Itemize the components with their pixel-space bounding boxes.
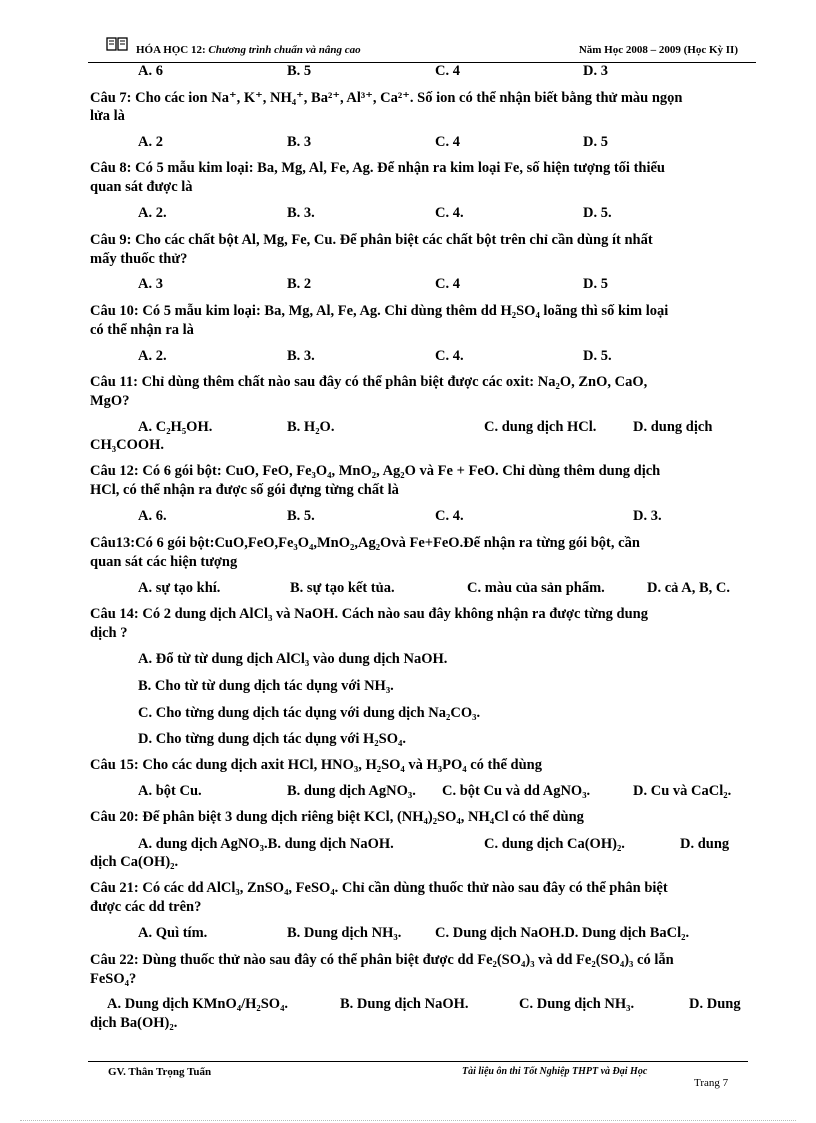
question-14-text: Câu 14: Có 2 dung dịch AlCl₃ và NaOH. Cách nào sau đây không nhận ra được từng dung (90, 606, 648, 622)
option: A. 6. (138, 508, 167, 524)
header-school-year: Năm Học 2008 – 2009 (Học Kỳ II) (578, 44, 738, 56)
option: C. Cho từng dung dịch tác dụng với dung dịch Na₂CO₃. (138, 705, 481, 721)
option: D. dung dịch (633, 419, 713, 435)
option: C. Dung dịch NH₃. (519, 996, 635, 1012)
option: C. 4. (435, 205, 464, 221)
question-15-text: Câu 15: Cho các dung dịch axit HCl, HNO₃, H₂SO₄ và H₃PO₄ có thể dùng (90, 757, 542, 773)
option: D. 3 (583, 63, 608, 79)
footer-doc-title: Tài liệu ôn thi Tốt Nghiệp THPT và Đại Học (462, 1066, 648, 1077)
option: C. 4. (435, 508, 464, 524)
option-continuation: dịch Ca(OH)₂. (90, 854, 179, 870)
question-11-text-cont: MgO? (90, 393, 130, 409)
option: C. 4 (435, 276, 460, 292)
option: C. dung dịch Ca(OH)₂. (484, 836, 625, 852)
question-10-text: Câu 10: Có 5 mẫu kim loại: Ba, Mg, Al, Fe, Ag. Chỉ dùng thêm dd H₂SO₄ loãng thì số kim loại (90, 303, 669, 319)
question-7-text: Câu 7: Cho các ion Na⁺, K⁺, NH₄⁺, Ba²⁺, Al³⁺, Ca²⁺. Số ion có thể nhận biết bằng thử màu ngọn (90, 90, 683, 106)
option: A. C₂H₅OH. (138, 419, 213, 435)
option: A. 2 (138, 134, 163, 150)
question-10-text-cont: có thể nhận ra là (90, 322, 194, 338)
option: D. Cu và CaCl₂. (633, 783, 732, 799)
option: B. sự tạo kết tủa. (290, 580, 395, 596)
option: A. 3 (138, 276, 163, 292)
option: B. H₂O. (287, 419, 335, 435)
option: D. dung (680, 836, 730, 852)
question-21-text: Câu 21: Có các dd AlCl₃, ZnSO₄, FeSO₄. Chỉ cần dùng thuốc thử nào sau đây có thể phân biệt (90, 880, 668, 896)
footer-author: GV. Thân Trọng Tuấn (108, 1066, 212, 1078)
question-13-text-cont: quan sát các hiện tượng (90, 554, 238, 570)
question-13-text: Câu13:Có 6 gói bột:CuO,FeO,Fe₃O₄,MnO₂,Ag₂Ovà Fe+FeO.Để nhận ra từng gói bột, cần (90, 535, 640, 551)
option: D. 5. (583, 205, 612, 221)
question-22-text: Câu 22: Dùng thuốc thử nào sau đây có thể phân biệt được dd Fe₂(SO₄)₃ và dd Fe₂(SO₄)₃ có lẫn (90, 952, 674, 968)
option: C. màu của sản phẩm. (467, 580, 605, 596)
question-9-text-cont: mấy thuốc thử? (90, 251, 188, 267)
option: B. Dung dịch NaOH. (340, 996, 469, 1012)
question-21-text-cont: được các dd trên? (90, 899, 202, 915)
header-subject: HÓA HỌC 12: Chương trình chuẩn và nâng cao (136, 44, 361, 56)
footer-rule (88, 1061, 748, 1062)
book-icon (106, 36, 128, 52)
option-continuation: CH₃COOH. (90, 437, 165, 453)
option: D. 5. (583, 348, 612, 364)
page-header (88, 44, 756, 63)
option: B. 2 (287, 276, 312, 292)
option: C. 4. (435, 348, 464, 364)
option: D. 5 (583, 134, 608, 150)
option: A. 2. (138, 205, 167, 221)
option: D. 5 (583, 276, 608, 292)
question-8-text-cont: quan sát được là (90, 179, 193, 195)
option: B. Dung dịch NH₃. (287, 925, 402, 941)
option: B. 5. (287, 508, 315, 524)
question-8-text: Câu 8: Có 5 mẫu kim loại: Ba, Mg, Al, Fe, Ag. Để nhận ra kim loại Fe, số hiện tượng tối thiểu (90, 160, 666, 176)
option: C. dung dịch HCl. (484, 419, 597, 435)
option: A. Đổ từ từ dung dịch AlCl₃ vào dung dịch NaOH. (138, 651, 448, 667)
option: B. 5 (287, 63, 312, 79)
question-9-text: Câu 9: Cho các chất bột Al, Mg, Fe, Cu. Để phân biệt các chất bột trên chỉ cần dùng ít nhất (90, 232, 653, 248)
option: C. Dung dịch NaOH.D. Dung dịch BaCl₂. (435, 925, 690, 941)
option: A. dung dịch AgNO₃.B. dung dịch NaOH. (138, 836, 394, 852)
page-bottom-border (20, 1120, 796, 1121)
option: A. 2. (138, 348, 167, 364)
question-7-text-cont: lửa là (90, 108, 125, 124)
question-14-text-cont: dịch ? (90, 625, 128, 641)
option: C. 4 (435, 63, 460, 79)
option: C. 4 (435, 134, 460, 150)
header-program: Chương trình chuẩn và nâng cao (208, 44, 361, 56)
question-12-text-cont: HCl, có thể nhận ra được số gói đựng từng chất là (90, 482, 399, 498)
option: D. Dung (689, 996, 741, 1012)
page-number: Trang 7 (694, 1077, 729, 1089)
question-11-text: Câu 11: Chỉ dùng thêm chất nào sau đây có thể phân biệt được các oxit: Na₂O, ZnO, CaO, (90, 374, 648, 390)
option-continuation: dịch Ba(OH)₂. (90, 1015, 178, 1031)
question-12-text: Câu 12: Có 6 gói bột: CuO, FeO, Fe₃O₄, MnO₂, Ag₂O và Fe + FeO. Chỉ dùng thêm dung dịch (90, 463, 661, 479)
option: A. Quì tím. (138, 925, 208, 941)
option: A. 6 (138, 63, 163, 79)
option: B. 3 (287, 134, 312, 150)
option: B. dung dịch AgNO₃. (287, 783, 416, 799)
option: D. 3. (633, 508, 662, 524)
question-20-text: Câu 20: Để phân biệt 3 dung dịch riêng biệt KCl, (NH₄)₂SO₄, NH₄Cl có thể dùng (90, 809, 584, 825)
option: B. Cho từ từ dung dịch tác dụng với NH₃. (138, 678, 394, 694)
option: D. Cho từng dung dịch tác dụng với H₂SO₄. (138, 731, 406, 747)
option: A. sự tạo khí. (138, 580, 221, 596)
option: B. 3. (287, 348, 315, 364)
option: A. Dung dịch KMnO₄/H₂SO₄. (107, 996, 289, 1012)
option: A. bột Cu. (138, 783, 202, 799)
option: B. 3. (287, 205, 315, 221)
option: C. bột Cu và dd AgNO₃. (442, 783, 591, 799)
option: D. cả A, B, C. (647, 580, 730, 596)
question-22-text-cont: FeSO₄? (90, 971, 137, 987)
